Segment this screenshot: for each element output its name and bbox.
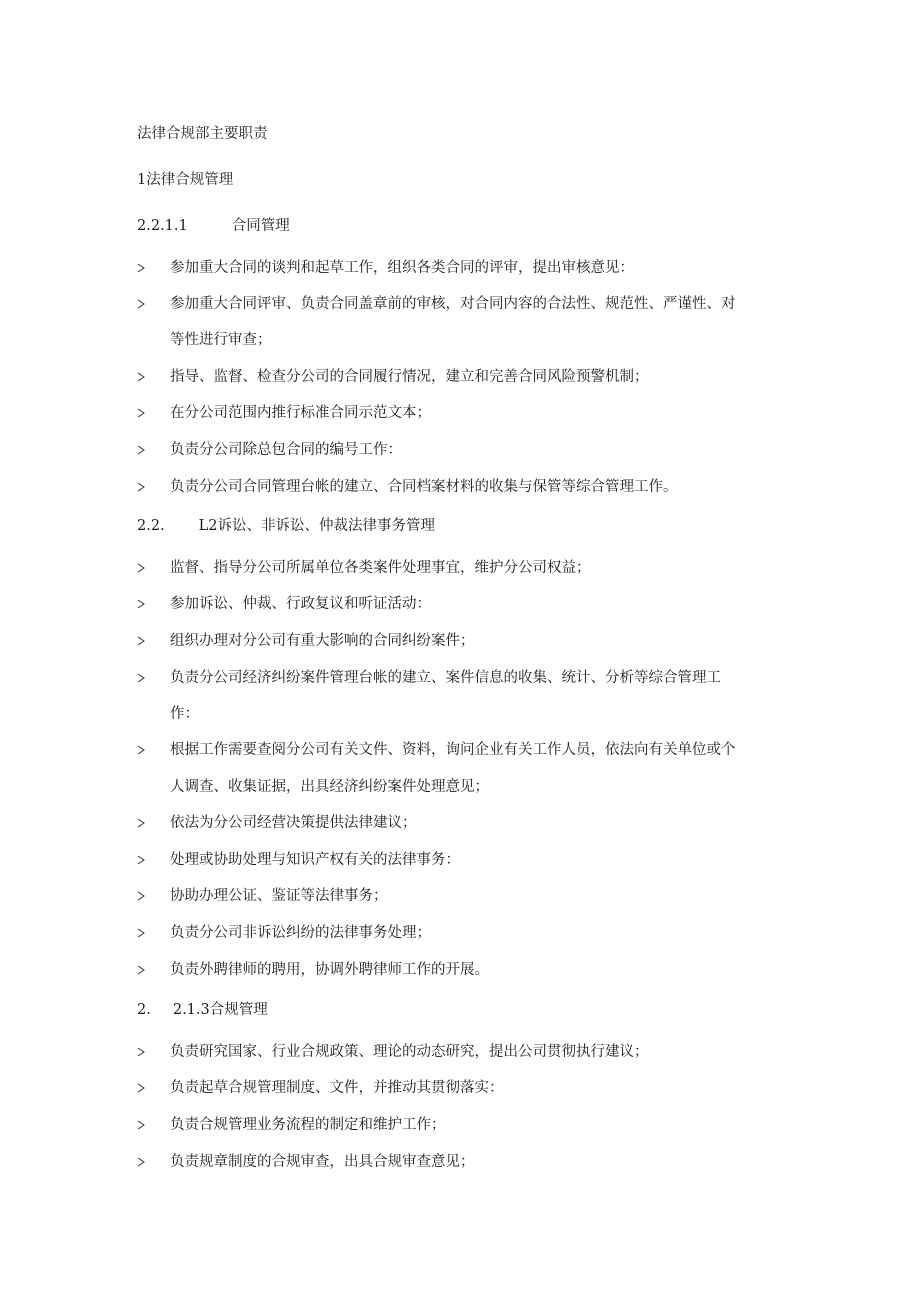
subsection-title: 2.1.3合规管理 xyxy=(172,1002,268,1018)
subsection-heading xyxy=(137,516,435,536)
chevron-right-icon xyxy=(137,403,147,418)
list-item: 负责分公司经济纠纷案件管理台帐的建立、案件信息的收集、统计、分析等综合管理工 xyxy=(170,670,721,686)
list-item: 依法为分公司经营决策提供法律建议； xyxy=(170,815,417,831)
list-item: 负责起草合规管理制度、文件，并推动其贯彻落实： xyxy=(170,1080,504,1096)
chevron-right-icon xyxy=(137,1042,147,1057)
subsection-heading xyxy=(137,1000,268,1020)
chevron-right-icon xyxy=(137,558,147,573)
chevron-right-icon xyxy=(137,1078,147,1093)
chevron-right-icon xyxy=(137,1115,147,1130)
list-item: 指导、监督、检查分公司的合同履行情况，建立和完善合同风险预警机制； xyxy=(170,369,649,385)
list-item: 监督、指导分公司所属单位各类案件处理事宜，维护分公司权益； xyxy=(170,560,591,576)
chevron-right-icon xyxy=(137,960,147,975)
list-item: 组织办理对分公司有重大影响的合同纠纷案件； xyxy=(170,633,475,649)
list-item: 参加诉讼、仲裁、行政复议和听证活动： xyxy=(170,596,431,612)
subsection-title: L2诉讼、非诉讼、仲裁法律事务管理 xyxy=(198,518,436,534)
list-item: 负责研究国家、行业合规政策、理论的动态研究，提出公司贯彻执行建议； xyxy=(170,1044,649,1060)
chevron-right-icon xyxy=(137,923,147,938)
list-item-continuation: 作： xyxy=(170,706,199,722)
list-item: 根据工作需要查阅分公司有关文件、资料，询问企业有关工作人员，依法向有关单位或个 xyxy=(170,742,736,758)
chevron-right-icon xyxy=(137,258,147,273)
list-item-continuation: 等性进行审查； xyxy=(170,332,272,348)
list-item: 负责合规管理业务流程的制定和维护工作； xyxy=(170,1117,446,1133)
list-item: 参加重大合同评审、负责合同盖章前的审核，对合同内容的合法性、规范性、严谨性、对 xyxy=(170,296,736,312)
subsection-number: 2.2.1.1 xyxy=(137,218,188,234)
chevron-right-icon xyxy=(137,1152,147,1167)
chevron-right-icon xyxy=(137,850,147,865)
list-item: 参加重大合同的谈判和起草工作，组织各类合同的评审，提出审核意见： xyxy=(170,260,634,276)
chevron-right-icon xyxy=(137,668,147,683)
subsection-title: 合同管理 xyxy=(231,218,290,234)
subsection-heading xyxy=(137,216,290,236)
chevron-right-icon xyxy=(137,440,147,455)
chevron-right-icon xyxy=(137,740,147,755)
chevron-right-icon xyxy=(137,294,147,309)
list-item: 负责分公司合同管理台帐的建立、合同档案材料的收集与保管等综合管理工作。 xyxy=(170,479,678,495)
chevron-right-icon xyxy=(137,477,147,492)
list-item: 在分公司范围内推行标准合同示范文本； xyxy=(170,405,431,421)
list-item: 负责分公司除总包合同的编号工作： xyxy=(170,442,402,458)
chevron-right-icon xyxy=(137,886,147,901)
document-title: 法律合规部主要职责 xyxy=(137,126,268,142)
section-heading: 1法律合规管理 xyxy=(137,172,234,188)
chevron-right-icon xyxy=(137,594,147,609)
chevron-right-icon xyxy=(137,813,147,828)
list-item: 负责规章制度的合规审查，出具合规审查意见； xyxy=(170,1154,475,1170)
list-item-continuation: 人调查、收集证据，出具经济纠纷案件处理意见； xyxy=(170,779,489,795)
subsection-number: 2.2. xyxy=(137,518,165,534)
list-item: 负责分公司非诉讼纠纷的法律事务处理； xyxy=(170,925,431,941)
chevron-right-icon xyxy=(137,631,147,646)
list-item: 协助办理公证、鉴证等法律事务； xyxy=(170,888,388,904)
list-item: 负责外聘律师的聘用，协调外聘律师工作的开展。 xyxy=(170,962,489,978)
chevron-right-icon xyxy=(137,367,147,382)
list-item: 处理或协助处理与知识产权有关的法律事务： xyxy=(170,852,460,868)
subsection-number: 2. xyxy=(137,1002,151,1018)
